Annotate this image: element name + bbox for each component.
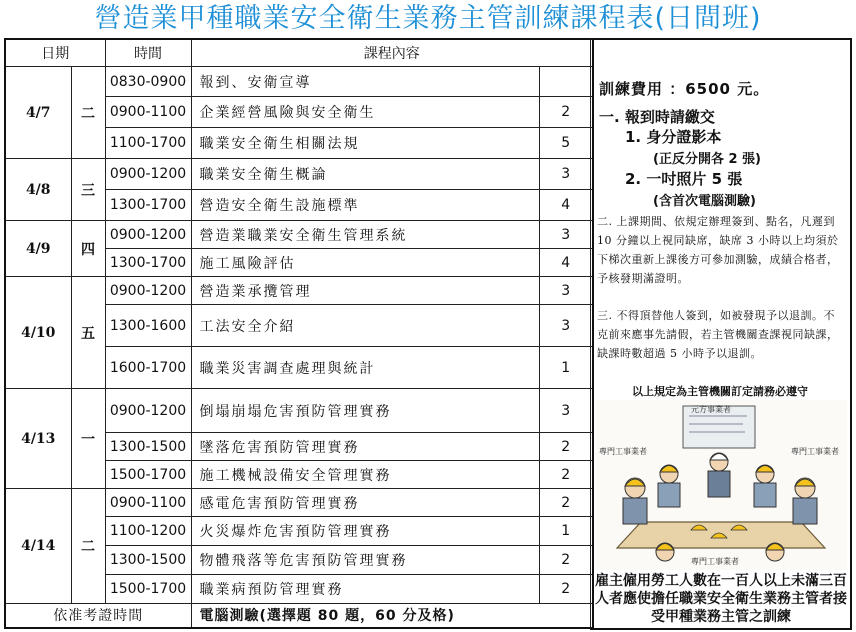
- time-cell: 1600-1700: [105, 347, 191, 389]
- hours-cell: 4: [539, 190, 593, 221]
- date-cell: 4/10: [5, 277, 71, 389]
- hours-cell: 3: [539, 389, 593, 433]
- info-panel: [590, 38, 852, 630]
- table-row: [5, 159, 593, 190]
- time-cell: 1100-1200: [105, 517, 191, 546]
- time-cell: 0900-1100: [105, 489, 191, 517]
- hours-cell: 1: [539, 517, 593, 546]
- weekday-cell: 四: [71, 221, 105, 277]
- time-cell: 0900-1200: [105, 389, 191, 433]
- table-row: [5, 67, 593, 97]
- hours-cell: 2: [539, 433, 593, 461]
- label-right: 專門工事業者: [791, 447, 839, 456]
- table-row: [5, 221, 593, 249]
- hours-cell: 3: [539, 277, 593, 305]
- course-cell: 工法安全介紹: [191, 305, 539, 347]
- date-cell: 4/13: [5, 389, 71, 489]
- schedule-table: [4, 38, 594, 629]
- attendance-rules: 二. 上課期間、依規定辦理簽到、點名，凡遲到 10 分鐘以上視同缺席，缺席 3 小時以上均須於下梯次重新上課後方可參加測驗，成績合格者，予核發期滿證明。: [597, 215, 839, 285]
- date-cell: 4/14: [5, 489, 71, 604]
- course-cell: 營造業承攬管理: [191, 277, 539, 305]
- time-cell: 1300-1600: [105, 305, 191, 347]
- course-cell: 營造安全衛生設施標準: [191, 190, 539, 221]
- hours-cell: 2: [539, 97, 593, 128]
- safety-meeting-illustration: [595, 400, 847, 570]
- weekday-cell: 二: [71, 489, 105, 604]
- hours-cell: 2: [539, 546, 593, 575]
- label-center: 元方事業者: [691, 405, 731, 414]
- course-cell: 施工機械設備安全管理實務: [191, 461, 539, 489]
- course-cell: 墜落危害預防管理實務: [191, 433, 539, 461]
- header-course: 課程內容: [191, 39, 593, 67]
- footer-row: [5, 604, 593, 628]
- course-cell: 職業安全衛生概論: [191, 159, 539, 190]
- time-cell: 1300-1700: [105, 249, 191, 277]
- time-cell: 0900-1100: [105, 97, 191, 128]
- exam-time-label: 依准考證時間: [5, 604, 191, 628]
- table-row: [5, 277, 593, 305]
- course-cell: 倒塌崩塌危害預防管理實務: [191, 389, 539, 433]
- registration-item-1: 1. 身分證影本: [625, 128, 722, 146]
- time-cell: 1300-1500: [105, 546, 191, 575]
- course-cell: 職業安全衛生相關法規: [191, 128, 539, 159]
- time-cell: 1300-1700: [105, 190, 191, 221]
- course-cell: 職業病預防管理實務: [191, 575, 539, 604]
- hours-cell: 2: [539, 461, 593, 489]
- training-fee: 訓練費用 ：6500 元。: [599, 80, 770, 98]
- course-cell: 報到、安衛宣導: [191, 67, 539, 97]
- page-title: 營造業甲種職業安全衛生業務主管訓練課程表(日間班): [94, 3, 762, 34]
- course-cell: 施工風險評估: [191, 249, 539, 277]
- hours-cell: 3: [539, 221, 593, 249]
- time-cell: 0830-0900: [105, 67, 191, 97]
- weekday-cell: 一: [71, 389, 105, 489]
- header-row: [5, 39, 593, 67]
- course-cell: 火災爆炸危害預防管理實務: [191, 517, 539, 546]
- header-time: 時間: [105, 39, 191, 67]
- hours-cell: 2: [539, 489, 593, 517]
- label-left: 專門工事業者: [599, 447, 647, 456]
- hours-cell: 5: [539, 128, 593, 159]
- date-cell: 4/8: [5, 159, 71, 221]
- date-cell: 4/9: [5, 221, 71, 277]
- time-cell: 1300-1500: [105, 433, 191, 461]
- table-row: [5, 489, 593, 517]
- registration-item-1-note: (正反分開各 2 張): [653, 152, 761, 167]
- employer-requirement: 雇主僱用勞工人數在一百人以上未滿三百人者應使擔任職業安全衛生業務主管者接受甲種業務主管之訓練: [595, 573, 847, 625]
- exam-description: 電腦測驗(選擇題 80 題，60 分及格): [191, 604, 593, 628]
- course-cell: 職業災害調查處理與統計: [191, 347, 539, 389]
- course-cell: 物體飛落等危害預防管理實務: [191, 546, 539, 575]
- time-cell: 1500-1700: [105, 575, 191, 604]
- time-cell: 1100-1700: [105, 128, 191, 159]
- weekday-cell: 三: [71, 159, 105, 221]
- substitution-rules: 三. 不得頂替他人簽到，如被發現予以退訓。不克前來應事先請假，若主管機關查課視同缺課，缺課時數超過 5 小時予以退訓。: [597, 309, 839, 360]
- course-cell: 感電危害預防管理實務: [191, 489, 539, 517]
- date-cell: 4/7: [5, 67, 71, 159]
- hours-cell: 2: [539, 575, 593, 604]
- time-cell: 1500-1700: [105, 461, 191, 489]
- registration-item-2: 2. 一吋照片 5 張: [625, 170, 743, 188]
- hours-cell: 3: [539, 305, 593, 347]
- time-cell: 0900-1200: [105, 221, 191, 249]
- time-cell: 0900-1200: [105, 277, 191, 305]
- registration-heading: 一. 報到時請繳交: [599, 108, 715, 126]
- course-cell: 企業經營風險與安全衛生: [191, 97, 539, 128]
- table-row: [5, 389, 593, 433]
- hours-cell: 3: [539, 159, 593, 190]
- hours-cell: 1: [539, 347, 593, 389]
- course-cell: 營造業職業安全衛生管理系統: [191, 221, 539, 249]
- weekday-cell: 五: [71, 277, 105, 389]
- header-date: 日期: [5, 39, 105, 67]
- label-bottom: 專門工事業者: [691, 557, 739, 566]
- hours-cell: 4: [539, 249, 593, 277]
- hours-cell: [539, 67, 593, 97]
- registration-item-2-note: (含首次電腦測驗): [653, 194, 756, 209]
- rules-notice: 以上規定為主管機關訂定請務必遵守: [632, 385, 808, 398]
- time-cell: 0900-1200: [105, 159, 191, 190]
- weekday-cell: 二: [71, 67, 105, 159]
